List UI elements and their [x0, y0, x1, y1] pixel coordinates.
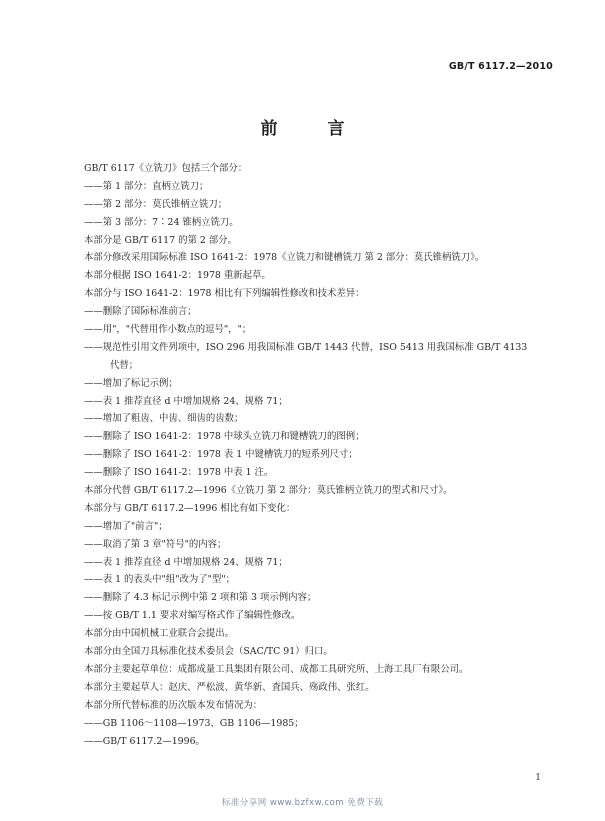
page-title: 前 言 [260, 119, 367, 139]
foreword-body [84, 160, 544, 750]
body-line: 本部分由中国机械工业联合会提出。 [84, 628, 235, 640]
body-line: GB/T 6117《立铣刀》包括三个部分： [84, 163, 248, 174]
body-line: ——GB 1106～1108—1973、GB 1106—1985； [84, 717, 304, 729]
body-line: ——删除了 ISO 1641-2：1978 中表 1 注。 [84, 467, 274, 479]
standard-number: GB/T 6117.2—2010 [448, 61, 553, 72]
body-line: ——第 3 部分：7∶24 锥柄立铣刀。 [84, 216, 239, 228]
body-line: ——删除了 ISO 1641-2：1978 表 1 中键槽铣刀的短系列尺寸； [84, 449, 358, 461]
body-line: 本部分与 ISO 1641-2：1978 相比有下列编辑性修改和技术差异： [84, 288, 365, 300]
body-line: ——表 1 推荐直径 d 中增加规格 24、规格 71； [84, 395, 288, 407]
body-line: ——删除了国际标准前言； [84, 306, 197, 318]
body-line: ——删除了 ISO 1641-2：1978 中球头立铣刀和键槽铣刀的图例； [84, 431, 365, 443]
body-line: 本部分主要起草人：赵庆、严松波、黄华新、査国兵、殇政伟、张红。 [84, 681, 375, 693]
body-line: 本部分代替 GB/T 6117.2—1996《立铣刀 第 2 部分：莫氏锥柄立铣刀的型式和尺寸》。 [84, 485, 453, 497]
body-line: ——增加了粗齿、中齿、细齿的齿数； [84, 413, 244, 425]
body-line: 代替； [110, 359, 139, 371]
body-line: ——增加了标记示例； [84, 377, 178, 389]
body-line: ——表 1 推荐直径 d 中增加规格 24、规格 71； [84, 556, 288, 568]
body-line: ——取消了第 3 章"符号"的内容； [84, 538, 227, 550]
body-line: 本部分根据 ISO 1641-2：1978 重新起草。 [84, 270, 271, 282]
body-line: ——规范性引用文件列项中，ISO 296 用我国标准 GB/T 1443 代替，ISO 5413 用我国标准 GB/T 4133 [84, 341, 528, 353]
body-line: ——按 GB/T 1.1 要求对编写格式作了编辑性修改。 [84, 610, 301, 622]
body-line: ——表 1 的表头中"组"改为了"型"； [84, 574, 236, 586]
body-line: ——第 2 部分：莫氏锥柄立铣刀； [84, 198, 228, 210]
body-line: ——GB/T 6117.2—1996。 [84, 735, 205, 747]
body-line: 本部分是 GB/T 6117 的第 2 部分。 [84, 234, 237, 246]
body-line: 本部分与 GB/T 6117.2—1996 相比有如下变化： [84, 502, 296, 514]
page-number: 1 [535, 773, 541, 783]
body-line: 本部分主要起草单位：成都成量工具集团有限公司、成都工具研究所、上海工具厂有限公司。 [84, 663, 469, 675]
body-line: ——用"，"代替用作小数点的逗号"，"； [84, 324, 252, 336]
footer-watermark: 标准分享网 www.bzfxw.com 免费下载 [221, 798, 384, 808]
body-line: 本部分修改采用国际标准 ISO 1641-2：1978《立铣刀和键槽铣刀 第 2 部分：莫氏锥柄铣刀》。 [84, 252, 485, 264]
body-line: 本部分所代替标准的历次版本发布情况为： [84, 699, 263, 711]
body-line: ——删除了 4.3 标记示例中第 2 项和第 3 项示例内容； [84, 592, 317, 604]
body-line: ——增加了"前言"； [84, 520, 168, 532]
body-line: ——第 1 部分：直柄立铣刀； [84, 180, 209, 192]
body-line: 本部分由全国刀具标准化技术委员会（SAC/TC 91）归口。 [84, 646, 333, 658]
